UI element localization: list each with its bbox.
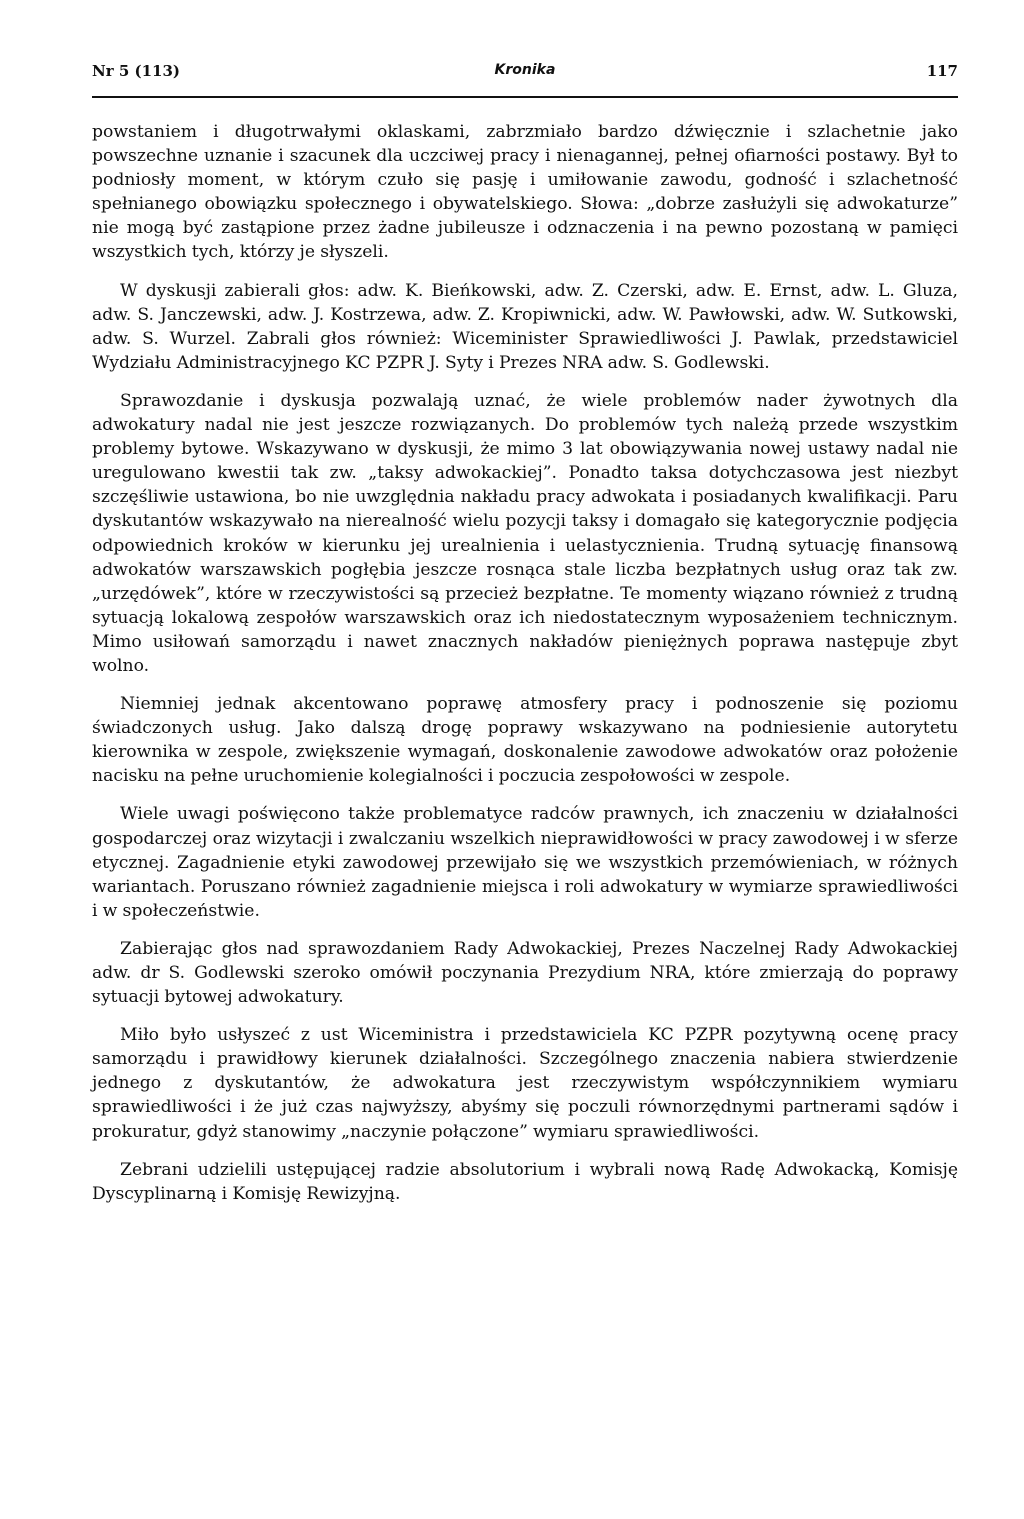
article-body — [92, 120, 958, 1206]
paragraph-6: Zabierając głos nad sprawozdaniem Rady Adwokackiej, Prezes Naczelnej Rady Adwokackiej adw. dr S. Godlewski szeroko omówił poczynania Prezydium NRA, które zmierzają do poprawy sytuacji bytowej adwokatury. — [92, 938, 958, 1008]
paragraph-2: W dyskusji zabierali głos: adw. K. Bieńkowski, adw. Z. Czerski, adw. E. Ernst, adw. L. Gluza, adw. S. Janczewski, adw. J. Kostrzewa, adw. Z. Kropiwnicki, adw. W. Pawłowski, adw. W. Sutkowski, adw. S. Wurzel. Zabrali głos również: Wiceminister Sprawiedliwości J. Pawlak, przedstawiciel Wydziału Administracyjnego KC PZPR J. Syty i Prezes NRA adw. S. Godlewski. — [92, 280, 958, 373]
running-header — [92, 60, 958, 86]
document-page — [92, 60, 958, 1220]
paragraph-5: Wiele uwagi poświęcono także problematyce radców prawnych, ich znaczeniu w działalności gospodarczej oraz wizytacji i zwalczaniu wszelkich nieprawidłowości w pracy zawodowej i w sferze etycznej. Zagadnienie etyki zawodowej przewijało się we wszystkich przemówieniach, w różnych wariantach. Poruszano również zagadnienie miejsca i roli adwokatury w wymiarze sprawiedliwości i w społeczeństwie. — [92, 804, 958, 921]
page-number: 117 — [926, 62, 958, 80]
paragraph-3: Sprawozdanie i dyskusja pozwalają uznać, że wiele problemów nader żywotnych dla adwokatury nadal nie jest jeszcze rozwiązanych. Do problemów tych należą przede wszystkim problemy bytowe. Wskazywano w dyskusji, że mimo 3 lat obowiązywania nowej ustawy nadal nie uregulowano kwestii tak zw. „taksy adwokackiej”. Ponadto taksa dotychczasowa jest niezbyt szczęśliwie ustawiona, bo nie uwzględnia nakładu pracy adwokata i posiadanych kwalifikacji. Paru dyskutantów wskazywało na nierealność wielu pozycji taksy i domagało się kategorycznie podjęcia odpowiednich kroków w kierunku jej urealnienia i uelastycznienia. Trudną sytuację finansową adwokatów warszawskich pogłębia jeszcze rosnąca stale liczba bezpłatnych usług oraz tak zw. „urzędówek”, które w rzeczywistości są przecież bezpłatne. Te momenty wiązano również z trudną sytuacją lokalową zespołów warszawskich oraz ich niedostatecznym wyposażeniem technicznym. Mimo usiłowań samorządu i nawet znacznych nakładów pieniężnych poprawa następuje zbyt wolno. — [92, 390, 958, 676]
section-title: Kronika — [494, 62, 556, 78]
issue-number: Nr 5 (113) — [92, 62, 181, 80]
header-rule — [92, 96, 958, 98]
paragraph-7: Miło było usłyszeć z ust Wiceministra i przedstawiciela KC PZPR pozytywną ocenę pracy samorządu i prawidłowy kierunek działalności. Szczególnego znaczenia nabiera stwierdzenie jednego z dyskutantów, że adwokatura jest rzeczywistym współczynnikiem wymiaru sprawiedliwości i że już czas najwyższy, abyśmy się poczuli równorzędnymi partnerami sądów i prokuratur, gdyż stanowimy „naczynie połączone” wymiaru sprawiedliwości. — [92, 1025, 958, 1142]
paragraph-1: powstaniem i długotrwałymi oklaskami, zabrzmiało bardzo dźwięcznie i szlachetnie jako powszechne uznanie i szacunek dla uczciwej pracy i nienagannej, pełnej ofiarności postawy. Był to podniosły moment, w którym czuło się pasję i umiłowanie zawodu, godność i szlachetność spełnianego obowiązku społecznego i obywatelskiego. Słowa: „dobrze zasłużyli się adwokaturze” nie mogą być zastąpione przez żadne jubileusze i odznaczenia i na pewno pozostaną w pamięci wszystkich tych, którzy je słyszeli. — [92, 122, 958, 263]
paragraph-4: Niemniej jednak akcentowano poprawę atmosfery pracy i podnoszenie się poziomu świadczonych usług. Jako dalszą drogę poprawy wskazywano na podniesienie autorytetu kierownika w zespole, zwiększenie wymagań, doskonalenie zawodowe adwokatów oraz położenie nacisku na pełne uruchomienie kolegialności i poczucia zespołowości w zespole. — [92, 694, 958, 787]
paragraph-8: Zebrani udzielili ustępującej radzie absolutorium i wybrali nową Radę Adwokacką, Komisję Dyscyplinarną i Komisję Rewizyjną. — [92, 1159, 958, 1204]
